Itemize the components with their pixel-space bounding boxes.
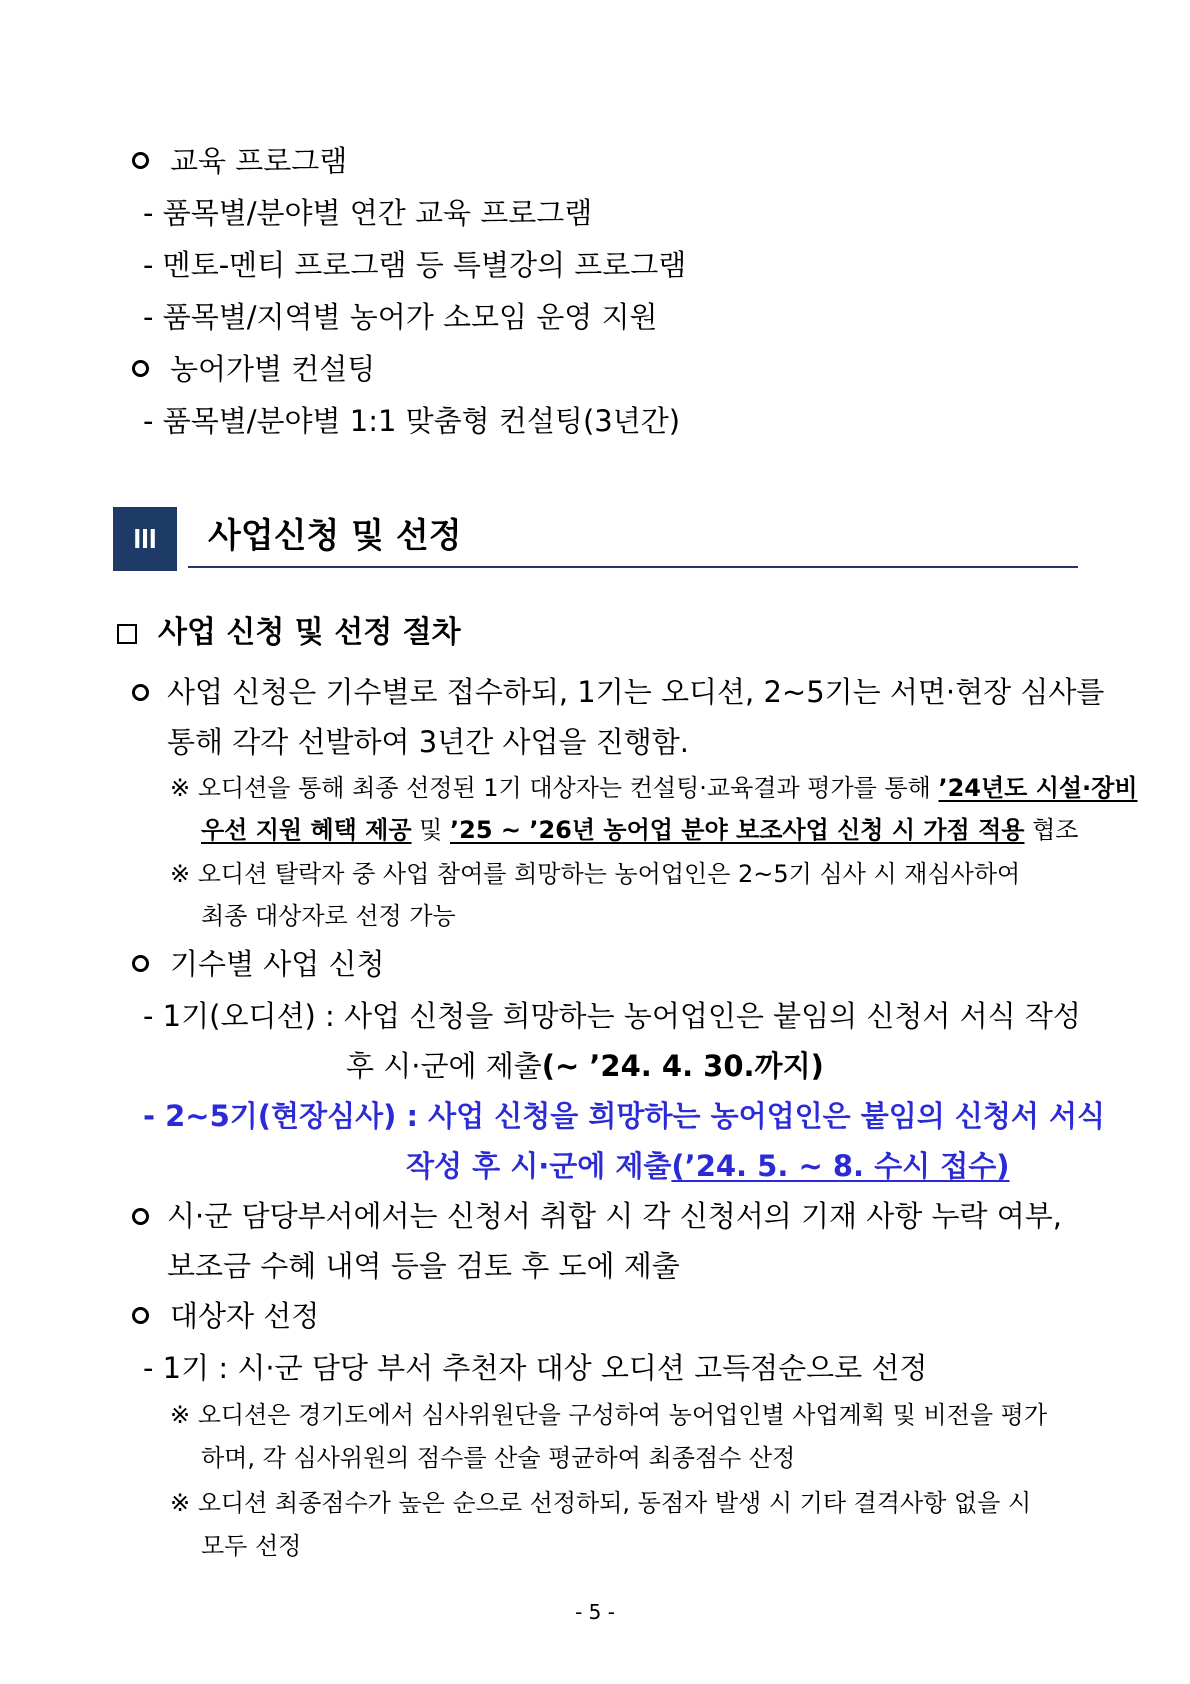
circle-bullet-icon: [132, 152, 149, 169]
section-number-badge: III: [113, 507, 177, 571]
note-line: 모두 선정: [201, 1532, 302, 1560]
list-item: - 품목별/분야별 1:1 맞춤형 컨설팅(3년간): [143, 404, 681, 438]
select-heading: 대상자 선정: [170, 1299, 320, 1333]
list-item-text: 작성 후 시·군에 제출: [406, 1149, 672, 1183]
note-text: 협조: [1024, 816, 1079, 844]
section-title: 사업신청 및 선정: [208, 516, 462, 556]
list-item-cont: [346, 1046, 824, 1086]
note-text: 및: [411, 816, 450, 844]
deadline-text: (’24. 5. ~ 8. 수시 접수): [671, 1149, 1010, 1183]
list-item: - 1기(오디션) : 사업 신청을 희망하는 농어업인은 붙임의 신청서 서식 작성: [143, 999, 1081, 1033]
note-text: ※ 오디션을 통해 최종 선정된 1기 대상자는 컨설팅·교육결과 평가를 통해: [170, 774, 939, 802]
note-emphasis: ’24년도 시설·장비: [938, 774, 1138, 802]
edu-heading: 교육 프로그램: [170, 144, 348, 178]
note-line: [201, 813, 1078, 847]
list-item-text: 후 시·군에 제출: [346, 1049, 542, 1083]
deadline-text: (~ ’24. 4. 30.까지): [541, 1049, 824, 1083]
note-line: ※ 오디션 탈락자 중 사업 참여를 희망하는 농어업인은 2~5기 심사 시 재심사하여: [170, 860, 1021, 888]
list-item: - 품목별/지역별 농어가 소모임 운영 지원: [143, 300, 658, 334]
list-item: - 멘토-멘티 프로그램 등 특별강의 프로그램: [143, 248, 687, 282]
apply-heading: 기수별 사업 신청: [170, 947, 385, 981]
list-item: - 1기 : 시·군 담당 부서 추천자 대상 오디션 고득점순으로 선정: [143, 1351, 928, 1385]
note-line: 하며, 각 심사위원의 점수를 산술 평균하여 최종점수 산정: [201, 1444, 796, 1472]
list-item: - 품목별/분야별 연간 교육 프로그램: [143, 196, 593, 230]
review-line: 시·군 담당부서에서는 신청서 취합 시 각 신청서의 기재 사항 누락 여부,: [167, 1199, 1063, 1233]
procedure-heading: 사업 신청 및 선정 절차: [158, 615, 461, 650]
circle-bullet-icon: [132, 360, 149, 377]
note-line: ※ 오디션은 경기도에서 심사위원단을 구성하여 농어업인별 사업계획 및 비전을 평가: [170, 1401, 1048, 1429]
list-item-highlight: - 2~5기(현장심사) : 사업 신청을 희망하는 농어업인은 붙임의 신청서 서식: [143, 1099, 1106, 1133]
procedure-para-line: 통해 각각 선발하여 3년간 사업을 진행함.: [167, 725, 689, 759]
list-item-highlight-cont: [406, 1146, 1010, 1186]
consult-heading: 농어가별 컨설팅: [170, 352, 376, 386]
note-line: 최종 대상자로 선정 가능: [201, 902, 456, 930]
procedure-para-line: 사업 신청은 기수별로 접수하되, 1기는 오디션, 2~5기는 서면·현장 심사를: [167, 675, 1105, 709]
note-line: ※ 오디션 최종점수가 높은 순으로 선정하되, 동점자 발생 시 기타 결격사항 없을 시: [170, 1489, 1032, 1517]
square-bullet-icon: [117, 624, 137, 644]
page-number: - 5 -: [575, 1600, 615, 1624]
circle-bullet-icon: [132, 1208, 149, 1225]
section-divider: [188, 566, 1078, 568]
note-emphasis: ’25 ~ ’26년 농어업 분야 보조사업 신청 시 가점 적용: [450, 816, 1025, 844]
note-line: [170, 771, 1138, 805]
circle-bullet-icon: [132, 955, 149, 972]
circle-bullet-icon: [132, 684, 149, 701]
circle-bullet-icon: [132, 1307, 149, 1324]
note-emphasis: 우선 지원 혜택 제공: [201, 816, 412, 844]
review-line: 보조금 수혜 내역 등을 검토 후 도에 제출: [167, 1249, 680, 1283]
